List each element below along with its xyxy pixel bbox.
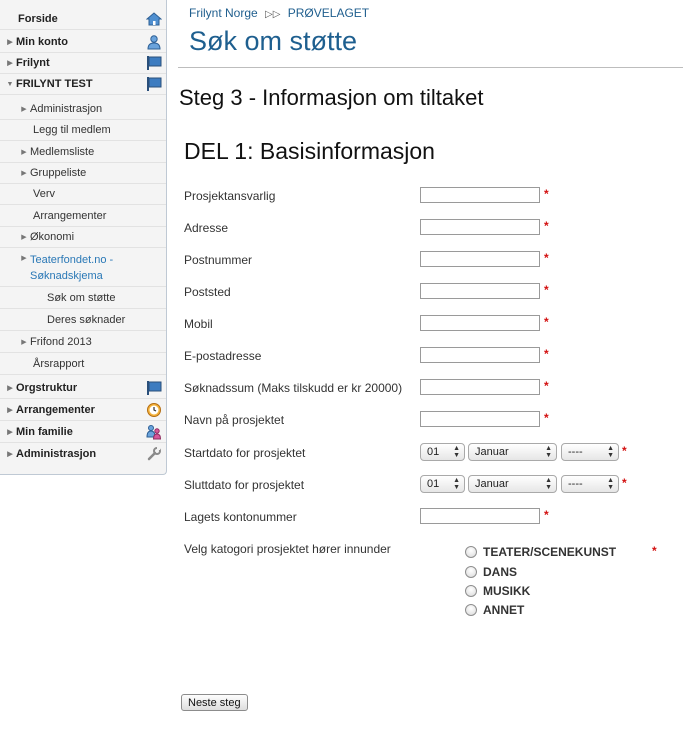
kontonummer-input[interactable]	[420, 508, 540, 524]
expand-arrow-icon[interactable]: ▶	[7, 406, 13, 414]
start-year-select[interactable]	[561, 443, 619, 461]
family-icon	[146, 424, 162, 440]
required-marker: *	[622, 476, 627, 490]
select-arrows-icon: ▲ ▼	[545, 445, 552, 459]
category-label: ANNET	[483, 603, 525, 617]
required-marker: *	[544, 508, 549, 522]
expand-arrow-icon[interactable]: ▶	[7, 428, 13, 436]
sidebar-item-label: Forside	[18, 12, 58, 25]
sidebar-item-label: Arrangementer	[33, 209, 107, 222]
category-option-musikk[interactable]	[465, 584, 530, 598]
sidebar-item-label: Økonomi	[30, 231, 75, 243]
label-navn-prosjekt: Navn på prosjektet	[184, 413, 285, 427]
category-label: TEATER/SCENEKUNST	[483, 545, 617, 559]
sidebar-item-arrangementer-sub[interactable]	[0, 205, 166, 227]
category-option-annet[interactable]	[465, 603, 524, 617]
sidebar-item-label: Teaterfondet.no -	[30, 254, 114, 266]
expand-arrow-icon[interactable]: ▶	[7, 38, 13, 46]
sidebar-nav	[0, 0, 167, 475]
clock-icon	[146, 402, 162, 418]
required-marker: *	[544, 411, 549, 425]
page-title: Søk om støtte	[189, 26, 358, 56]
expand-arrow-icon[interactable]: ▶	[7, 451, 13, 458]
label-mobil: Mobil	[184, 317, 213, 331]
sidebar-item-label: Legg til medlem	[33, 124, 111, 136]
sidebar-item-frilynt-test[interactable]	[0, 74, 166, 95]
category-option-dans[interactable]	[465, 565, 517, 579]
sidebar-item-label: Min familie	[16, 425, 73, 438]
epost-input[interactable]	[420, 347, 540, 363]
sidebar-item-okonomi[interactable]	[0, 227, 166, 248]
expand-arrow-icon[interactable]: ▶	[7, 384, 13, 392]
select-arrows-icon: ▲ ▼	[453, 477, 460, 491]
sidebar-item-arsrapport[interactable]	[0, 353, 166, 375]
title-divider	[178, 67, 683, 68]
sidebar-item-medlemsliste[interactable]	[0, 141, 166, 163]
sidebar-item-label: Administrasjon	[16, 448, 97, 460]
sidebar-item-gruppeliste[interactable]	[0, 163, 166, 184]
sidebar-item-legg-til-medlem[interactable]	[0, 120, 166, 141]
sidebar-item-orgstruktur[interactable]	[0, 377, 166, 399]
end-year-select[interactable]	[561, 475, 619, 493]
sidebar-item-label-line2: Søknadskjema	[30, 270, 103, 282]
category-option-teater[interactable]	[465, 545, 616, 559]
mobil-input[interactable]	[420, 315, 540, 331]
required-marker: *	[544, 251, 549, 265]
label-adresse: Adresse	[184, 221, 229, 235]
start-day-value: 01	[427, 446, 440, 458]
sidebar-item-min-familie[interactable]	[0, 421, 166, 443]
breadcrumb	[189, 6, 369, 20]
required-marker: *	[544, 379, 549, 393]
user-icon	[146, 34, 162, 50]
end-month-select[interactable]	[468, 475, 557, 493]
sidebar-item-label: Arrangementer	[16, 403, 95, 416]
flag-icon	[146, 55, 162, 71]
sidebar-item-administrasjon-main[interactable]	[0, 443, 166, 465]
required-marker: *	[622, 444, 627, 458]
sidebar-item-arrangementer[interactable]	[0, 399, 166, 421]
start-month-select[interactable]	[468, 443, 557, 461]
sidebar-item-label: Frifond 2013	[30, 336, 92, 348]
label-kategori: Velg katogori prosjektet hører innunder	[184, 542, 391, 556]
sidebar-item-label: Orgstruktur	[16, 381, 78, 394]
breadcrumb-separator-icon: ▷▷	[265, 9, 281, 20]
sidebar-item-label: Medlemsliste	[30, 145, 95, 158]
required-marker: *	[544, 315, 549, 329]
sidebar-item-label: Administrasjon	[30, 102, 103, 115]
select-arrows-icon: ▲ ▼	[607, 445, 614, 459]
sidebar-item-label: Min konto	[16, 35, 68, 48]
navn-prosjekt-input[interactable]	[420, 411, 540, 427]
step-title: Steg 3 - Informasjon om tiltaket	[179, 85, 484, 110]
label-prosjektansvarlig: Prosjektansvarlig	[184, 189, 276, 203]
sidebar-item-label: Verv	[33, 188, 56, 200]
sidebar-item-label: FRILYNT TEST	[16, 78, 93, 90]
wrench-icon	[146, 446, 162, 462]
soknadssum-input[interactable]	[420, 379, 540, 395]
end-year-value: ----	[568, 478, 583, 490]
sidebar-item-sok-om-stotte[interactable]	[0, 287, 166, 309]
part-title: DEL 1: Basisinformasjon	[184, 138, 435, 164]
sidebar-item-min-konto[interactable]	[0, 31, 166, 53]
select-arrows-icon: ▲ ▼	[545, 477, 552, 491]
flag-icon	[146, 76, 162, 92]
start-day-select[interactable]	[420, 443, 465, 461]
sidebar-item-label: Frilynt	[16, 57, 50, 69]
expand-arrow-icon[interactable]: ▶	[21, 105, 27, 113]
end-month-value: Januar	[475, 478, 509, 490]
select-arrows-icon: ▲ ▼	[453, 445, 460, 459]
category-label: DANS	[483, 565, 518, 579]
next-step-button[interactable]: Neste steg	[181, 694, 248, 711]
sidebar-item-label: Gruppeliste	[30, 167, 87, 179]
required-marker: *	[544, 219, 549, 233]
sidebar-item-administrasjon[interactable]	[0, 98, 166, 120]
sidebar-item-label: Søk om støtte	[47, 291, 116, 304]
radio-button[interactable]	[465, 585, 477, 597]
radio-button[interactable]	[465, 546, 477, 558]
sidebar-item-teaterfondet[interactable]	[0, 249, 166, 287]
adresse-input[interactable]	[420, 219, 540, 235]
required-marker: *	[544, 347, 549, 361]
label-soknadssum: Søknadssum (Maks tilskudd er kr 20000)	[184, 381, 403, 395]
postnummer-input[interactable]	[420, 251, 540, 267]
expand-arrow-icon[interactable]: ▶	[21, 255, 27, 262]
required-marker: *	[652, 544, 657, 558]
expand-arrow-icon[interactable]: ▶	[21, 148, 27, 156]
poststed-input[interactable]	[420, 283, 540, 299]
sidebar-item-forside[interactable]	[0, 8, 166, 30]
label-sluttdato: Sluttdato for prosjektet	[184, 478, 305, 492]
expand-arrow-icon[interactable]: ▶	[21, 170, 27, 177]
radio-button[interactable]	[465, 604, 477, 616]
sidebar-item-frilynt[interactable]	[0, 53, 166, 74]
required-marker: *	[544, 187, 549, 201]
radio-button[interactable]	[465, 566, 477, 578]
flag-icon	[146, 380, 162, 396]
expand-arrow-icon[interactable]: ▶	[21, 234, 27, 241]
category-label: MUSIKK	[483, 584, 531, 598]
home-icon	[146, 11, 162, 27]
required-marker: *	[544, 283, 549, 297]
select-arrows-icon: ▲ ▼	[607, 477, 614, 491]
end-day-select[interactable]	[420, 475, 465, 493]
sidebar-item-label: Deres søknader	[47, 313, 126, 326]
sidebar-item-label: Årsrapport	[33, 357, 85, 370]
sidebar-item-deres-soknader[interactable]	[0, 309, 166, 331]
label-kontonummer: Lagets kontonummer	[184, 510, 297, 524]
breadcrumb-link-frilynt-norge[interactable]: Frilynt Norge	[189, 6, 258, 20]
end-day-value: 01	[427, 478, 440, 490]
start-month-value: Januar	[475, 446, 509, 458]
sidebar-item-frifond-2013[interactable]	[0, 332, 166, 353]
label-startdato: Startdato for prosjektet	[184, 446, 306, 460]
label-epost: E-postadresse	[184, 349, 262, 363]
breadcrumb-link-provelaget[interactable]: PRØVELAGET	[287, 6, 370, 20]
expand-arrow-icon[interactable]: ▶	[7, 60, 13, 67]
expand-arrow-icon[interactable]: ▶	[21, 339, 27, 346]
start-year-value: ----	[568, 446, 583, 458]
sidebar-item-verv[interactable]	[0, 184, 166, 205]
prosjektansvarlig-input[interactable]	[420, 187, 540, 203]
collapse-arrow-icon[interactable]: ▼	[6, 80, 14, 88]
label-poststed: Poststed	[184, 285, 231, 299]
label-postnummer: Postnummer	[184, 253, 253, 267]
